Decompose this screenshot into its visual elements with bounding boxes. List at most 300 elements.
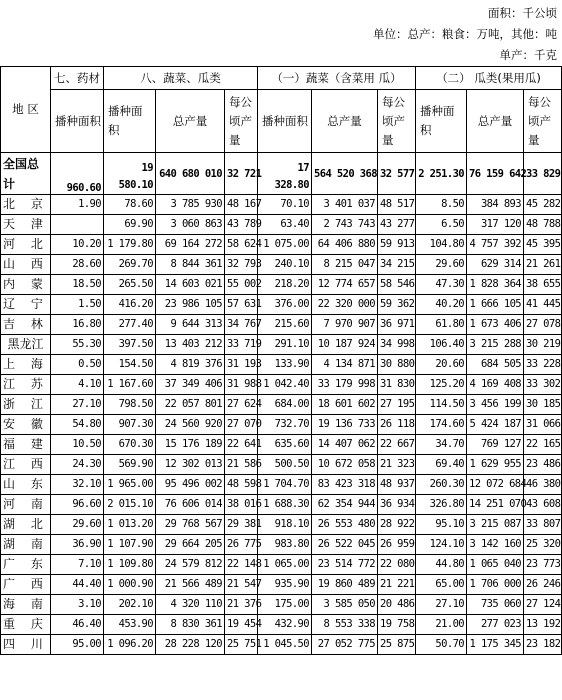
veg-output: 8 830 361 xyxy=(156,615,225,635)
region-name: 广 西 xyxy=(1,575,51,595)
v1-output: 10 187 924 xyxy=(312,335,378,355)
region-name: 江 苏 xyxy=(1,375,51,395)
v1-area: 1 065.00 xyxy=(258,555,312,575)
veg-output: 24 579 812 xyxy=(156,555,225,575)
med-area: 95.00 xyxy=(51,635,104,655)
region-name: 内 蒙 xyxy=(1,275,51,295)
v1-yield: 28 922 xyxy=(378,515,416,535)
region-name: 山 西 xyxy=(1,255,51,275)
v1-output: 23 514 772 xyxy=(312,555,378,575)
region-name: 吉 林 xyxy=(1,315,51,335)
m-output: 4 169 408 xyxy=(467,375,524,395)
veg-output: 24 560 920 xyxy=(156,415,225,435)
area-unit-note: 面积：千公顷 xyxy=(488,6,557,20)
table-row xyxy=(1,435,562,455)
table-row xyxy=(1,335,562,355)
veg-output: 640 680 010 xyxy=(156,153,225,195)
table-row xyxy=(1,575,562,595)
v1-output: 18 601 602 xyxy=(312,395,378,415)
m-output: 3 215 087 xyxy=(467,515,524,535)
veg-area: 277.40 xyxy=(104,315,156,335)
veg-yield: 26 775 xyxy=(225,535,258,555)
statistics-table xyxy=(0,66,562,655)
v1-area: 1 075.00 xyxy=(258,235,312,255)
m-area: 6.50 xyxy=(416,215,467,235)
med-area: 29.60 xyxy=(51,515,104,535)
m-yield: 26 246 xyxy=(524,575,562,595)
veg-area: 416.20 xyxy=(104,295,156,315)
med-area: 55.30 xyxy=(51,335,104,355)
veg-output: 29 768 567 xyxy=(156,515,225,535)
table-row xyxy=(1,235,562,255)
v1-yield: 48 517 xyxy=(378,195,416,215)
med-area: 24.30 xyxy=(51,455,104,475)
med-area: 3.10 xyxy=(51,595,104,615)
m-yield: 27 124 xyxy=(524,595,562,615)
med-area: 32.10 xyxy=(51,475,104,495)
v1-sown-area-header: 播种面积 xyxy=(258,90,312,153)
v1-output: 19 860 489 xyxy=(312,575,378,595)
veg-yield: 21 547 xyxy=(225,575,258,595)
v1-output: 10 672 058 xyxy=(312,455,378,475)
v1-area: 376.00 xyxy=(258,295,312,315)
v1-yield: 26 118 xyxy=(378,415,416,435)
yield-unit-note: 单产：千克 xyxy=(499,48,557,62)
veg-area: 265.50 xyxy=(104,275,156,295)
veg-output: 95 496 002 xyxy=(156,475,225,495)
v1-output: 14 407 062 xyxy=(312,435,378,455)
v1-area: 935.90 xyxy=(258,575,312,595)
table-row xyxy=(1,415,562,435)
m-yield: 23 773 xyxy=(524,555,562,575)
v1-output: 4 134 871 xyxy=(312,355,378,375)
m-area: 174.60 xyxy=(416,415,467,435)
table-row xyxy=(1,515,562,535)
region-name: 湖 北 xyxy=(1,515,51,535)
m-area: 50.70 xyxy=(416,635,467,655)
m-yield: 31 066 xyxy=(524,415,562,435)
melons-header: （二） 瓜类(果用瓜) xyxy=(416,67,562,90)
v1-yield: 27 195 xyxy=(378,395,416,415)
med-area: 18.50 xyxy=(51,275,104,295)
region-name: 天 津 xyxy=(1,215,51,235)
m-yield: 27 078 xyxy=(524,315,562,335)
m-output: 1 828 364 xyxy=(467,275,524,295)
veg-yield: 38 016 xyxy=(225,495,258,515)
v1-output: 12 774 657 xyxy=(312,275,378,295)
m-output: 3 456 199 xyxy=(467,395,524,415)
table-row xyxy=(1,595,562,615)
m-yield: 30 185 xyxy=(524,395,562,415)
v1-area: 635.60 xyxy=(258,435,312,455)
v1-output: 26 522 045 xyxy=(312,535,378,555)
m-output: 1 629 955 xyxy=(467,455,524,475)
region-name: 海 南 xyxy=(1,595,51,615)
table-row xyxy=(1,475,562,495)
m-output: 317 120 xyxy=(467,215,524,235)
table-row xyxy=(1,315,562,335)
veg-area: 1 179.80 xyxy=(104,235,156,255)
vegetables-header: （一）蔬菜（含菜用 瓜） xyxy=(258,67,416,90)
veg-output: 13 403 212 xyxy=(156,335,225,355)
m-yield: 48 788 xyxy=(524,215,562,235)
region-name: 福 建 xyxy=(1,435,51,455)
v1-output: 64 406 880 xyxy=(312,235,378,255)
v1-yield: 20 486 xyxy=(378,595,416,615)
v1-yield: 21 221 xyxy=(378,575,416,595)
veg-yield: 31 193 xyxy=(225,355,258,375)
veg-output: 22 057 801 xyxy=(156,395,225,415)
m-area: 326.80 xyxy=(416,495,467,515)
veg-sown-area-header: 播种面积 xyxy=(104,90,156,153)
veg-output: 9 644 313 xyxy=(156,315,225,335)
m-output: 1 175 345 xyxy=(467,635,524,655)
region-name: 四 川 xyxy=(1,635,51,655)
v1-area: 432.90 xyxy=(258,615,312,635)
v1-output: 7 970 907 xyxy=(312,315,378,335)
region-name: 北 京 xyxy=(1,195,51,215)
m-area: 104.80 xyxy=(416,235,467,255)
v1-yield: 31 830 xyxy=(378,375,416,395)
veg-output: 23 986 105 xyxy=(156,295,225,315)
veg-area: 1 107.90 xyxy=(104,535,156,555)
med-area: 54.80 xyxy=(51,415,104,435)
m-area: 8.50 xyxy=(416,195,467,215)
m-area: 20.60 xyxy=(416,355,467,375)
m-yield: 21 261 xyxy=(524,255,562,275)
m-output: 629 314 xyxy=(467,255,524,275)
veg-area: 1 000.90 xyxy=(104,575,156,595)
m-output: 1 706 000 xyxy=(467,575,524,595)
veg-yield: 22 148 xyxy=(225,555,258,575)
m-output: 769 127 xyxy=(467,435,524,455)
m-output: 384 893 xyxy=(467,195,524,215)
v1-output: 3 585 050 xyxy=(312,595,378,615)
table-row xyxy=(1,615,562,635)
v1-area: 218.20 xyxy=(258,275,312,295)
med-area: 960.60 xyxy=(51,153,104,195)
v1-yield: 32 577 xyxy=(378,153,416,195)
veg-area: 907.30 xyxy=(104,415,156,435)
m-area: 125.20 xyxy=(416,375,467,395)
v1-yield-header: 每公顷产量 xyxy=(378,90,416,153)
v1-output: 564 520 368 xyxy=(312,153,378,195)
v1-yield: 34 998 xyxy=(378,335,416,355)
med-area: 7.10 xyxy=(51,555,104,575)
m-yield: 25 320 xyxy=(524,535,562,555)
veg-area: 69.90 xyxy=(104,215,156,235)
region-name: 浙 江 xyxy=(1,395,51,415)
veg-area: 1 109.80 xyxy=(104,555,156,575)
med-sown-area-header: 播种面积 xyxy=(51,90,104,153)
med-area: 44.40 xyxy=(51,575,104,595)
v1-area: 240.10 xyxy=(258,255,312,275)
m-output: 5 424 187 xyxy=(467,415,524,435)
veg-yield: 21 586 xyxy=(225,455,258,475)
veg-area: 1 167.60 xyxy=(104,375,156,395)
veg-yield: 48 598 xyxy=(225,475,258,495)
m-area: 106.40 xyxy=(416,335,467,355)
m-yield: 45 282 xyxy=(524,195,562,215)
veg-yield: 25 751 xyxy=(225,635,258,655)
veg-output: 12 302 013 xyxy=(156,455,225,475)
m-yield: 13 192 xyxy=(524,615,562,635)
med-area: 28.60 xyxy=(51,255,104,275)
v1-output: 62 354 944 xyxy=(312,495,378,515)
veg-area: 670.30 xyxy=(104,435,156,455)
m-yield: 43 608 xyxy=(524,495,562,515)
veg-area: 1 013.20 xyxy=(104,515,156,535)
v1-area: 133.90 xyxy=(258,355,312,375)
v1-area: 983.80 xyxy=(258,535,312,555)
veg-yield: 31 988 xyxy=(225,375,258,395)
m-yield: 30 219 xyxy=(524,335,562,355)
m-yield: 33 302 xyxy=(524,375,562,395)
v1-area: 1 704.70 xyxy=(258,475,312,495)
veg-area: 453.90 xyxy=(104,615,156,635)
veg-yield: 34 767 xyxy=(225,315,258,335)
v1-area xyxy=(258,153,312,195)
v1-yield: 21 323 xyxy=(378,455,416,475)
v1-output: 19 136 733 xyxy=(312,415,378,435)
veg-yield: 58 624 xyxy=(225,235,258,255)
m-area: 61.80 xyxy=(416,315,467,335)
med-area: 0.50 xyxy=(51,355,104,375)
veg-output: 76 606 014 xyxy=(156,495,225,515)
m-sown-area-header: 播种面积 xyxy=(416,90,467,153)
m-yield: 22 165 xyxy=(524,435,562,455)
v1-yield: 59 362 xyxy=(378,295,416,315)
veg-yield: 22 641 xyxy=(225,435,258,455)
m-area: 124.10 xyxy=(416,535,467,555)
med-area: 46.40 xyxy=(51,615,104,635)
veg-yield: 57 631 xyxy=(225,295,258,315)
med-area: 1.90 xyxy=(51,195,104,215)
region-name: 重 庆 xyxy=(1,615,51,635)
region-name: 黑龙江 xyxy=(1,335,51,355)
veg-yield: 33 719 xyxy=(225,335,258,355)
v1-output: 83 423 318 xyxy=(312,475,378,495)
table-row xyxy=(1,395,562,415)
veg-output: 14 603 021 xyxy=(156,275,225,295)
v1-area: 175.00 xyxy=(258,595,312,615)
v1-yield: 59 913 xyxy=(378,235,416,255)
veg-output: 4 320 110 xyxy=(156,595,225,615)
veg-yield: 32 793 xyxy=(225,255,258,275)
veg-output: 4 819 376 xyxy=(156,355,225,375)
v1-area: 215.60 xyxy=(258,315,312,335)
v1-yield: 34 215 xyxy=(378,255,416,275)
v1-area: 70.10 xyxy=(258,195,312,215)
region-header: 地 区 xyxy=(1,67,51,153)
m-area: 65.00 xyxy=(416,575,467,595)
table-row xyxy=(1,255,562,275)
v1-area: 918.10 xyxy=(258,515,312,535)
m-output: 735 060 xyxy=(467,595,524,615)
m-area: 114.50 xyxy=(416,395,467,415)
m-area: 69.40 xyxy=(416,455,467,475)
v1-yield: 48 937 xyxy=(378,475,416,495)
veg-area: 1 096.20 xyxy=(104,635,156,655)
med-area: 1.50 xyxy=(51,295,104,315)
v1-output: 22 320 000 xyxy=(312,295,378,315)
v1-output: 27 052 775 xyxy=(312,635,378,655)
table-row xyxy=(1,195,562,215)
v1-output: 2 743 743 xyxy=(312,215,378,235)
region-name: 全国总计 xyxy=(1,153,51,195)
veg-output: 21 566 489 xyxy=(156,575,225,595)
veg-yield: 32 721 xyxy=(225,153,258,195)
veg-yield: 19 454 xyxy=(225,615,258,635)
region-name: 江 西 xyxy=(1,455,51,475)
veg-area xyxy=(104,153,156,195)
m-total-output-header: 总产量 xyxy=(467,90,524,153)
veg-area: 1 965.00 xyxy=(104,475,156,495)
veg-area: 397.50 xyxy=(104,335,156,355)
m-output: 1 065 040 xyxy=(467,555,524,575)
table-row xyxy=(1,635,562,655)
med-area: 96.60 xyxy=(51,495,104,515)
v1-area: 732.70 xyxy=(258,415,312,435)
v1-yield: 25 875 xyxy=(378,635,416,655)
table-row xyxy=(1,295,562,315)
v1-area: 1 688.30 xyxy=(258,495,312,515)
region-name: 河 南 xyxy=(1,495,51,515)
v1-area: 684.00 xyxy=(258,395,312,415)
region-name: 山 东 xyxy=(1,475,51,495)
m-output: 1 673 406 xyxy=(467,315,524,335)
veg-yield: 55 002 xyxy=(225,275,258,295)
m-area: 47.30 xyxy=(416,275,467,295)
veg-yield: 29 381 xyxy=(225,515,258,535)
v1-yield: 22 667 xyxy=(378,435,416,455)
veg-area: 154.50 xyxy=(104,355,156,375)
v1-yield: 22 080 xyxy=(378,555,416,575)
v1-area-line-1: 17 xyxy=(297,162,309,174)
v1-yield: 43 277 xyxy=(378,215,416,235)
veg-yield: 43 789 xyxy=(225,215,258,235)
v1-output: 3 401 037 xyxy=(312,195,378,215)
m-yield: 38 655 xyxy=(524,275,562,295)
veg-area: 798.50 xyxy=(104,395,156,415)
m-yield-header: 每公顷产量 xyxy=(524,90,562,153)
veg-yield: 21 376 xyxy=(225,595,258,615)
region-name: 安 徽 xyxy=(1,415,51,435)
m-yield: 33 829 xyxy=(524,153,562,195)
veg-area: 569.90 xyxy=(104,455,156,475)
m-area: 34.70 xyxy=(416,435,467,455)
m-area: 21.00 xyxy=(416,615,467,635)
m-output: 3 215 288 xyxy=(467,335,524,355)
m-area: 95.10 xyxy=(416,515,467,535)
v1-area: 1 045.50 xyxy=(258,635,312,655)
region-name: 河 北 xyxy=(1,235,51,255)
med-area: 36.90 xyxy=(51,535,104,555)
output-unit-note: 单位：总产：粮食：万吨，其他：吨 xyxy=(373,27,557,41)
v1-output: 8 553 338 xyxy=(312,615,378,635)
veg-area: 202.10 xyxy=(104,595,156,615)
m-yield: 33 228 xyxy=(524,355,562,375)
med-area: 10.50 xyxy=(51,435,104,455)
v1-total-output-header: 总产量 xyxy=(312,90,378,153)
m-yield: 23 182 xyxy=(524,635,562,655)
veg-output: 69 164 272 xyxy=(156,235,225,255)
med-area: 16.80 xyxy=(51,315,104,335)
table-row xyxy=(1,215,562,235)
m-yield: 23 486 xyxy=(524,455,562,475)
veg-yield: 48 167 xyxy=(225,195,258,215)
v1-output: 33 179 998 xyxy=(312,375,378,395)
national-total-row xyxy=(1,153,562,195)
m-output: 277 023 xyxy=(467,615,524,635)
m-yield: 46 380 xyxy=(524,475,562,495)
m-area: 260.30 xyxy=(416,475,467,495)
veg-area: 78.60 xyxy=(104,195,156,215)
m-output: 4 757 392 xyxy=(467,235,524,255)
v1-output: 26 553 480 xyxy=(312,515,378,535)
v1-area: 63.40 xyxy=(258,215,312,235)
v1-yield: 30 880 xyxy=(378,355,416,375)
m-yield: 41 445 xyxy=(524,295,562,315)
v1-yield: 26 959 xyxy=(378,535,416,555)
table-row xyxy=(1,375,562,395)
table-row xyxy=(1,355,562,375)
veg-output: 8 844 361 xyxy=(156,255,225,275)
m-output: 1 666 105 xyxy=(467,295,524,315)
v1-yield: 19 758 xyxy=(378,615,416,635)
region-name: 湖 南 xyxy=(1,535,51,555)
med-area: 10.20 xyxy=(51,235,104,255)
v1-yield: 58 546 xyxy=(378,275,416,295)
table-row xyxy=(1,455,562,475)
v1-area-line-2: 328.80 xyxy=(274,179,309,191)
veg-output: 37 349 406 xyxy=(156,375,225,395)
region-name: 广 东 xyxy=(1,555,51,575)
v1-area: 500.50 xyxy=(258,455,312,475)
veg-output: 28 228 120 xyxy=(156,635,225,655)
veg-yield: 27 624 xyxy=(225,395,258,415)
veg-area-line-1: 19 xyxy=(141,162,153,174)
m-area: 29.60 xyxy=(416,255,467,275)
med-area: 27.10 xyxy=(51,395,104,415)
veg-area-line-2: 580.10 xyxy=(118,179,153,191)
veg-total-output-header: 总产量 xyxy=(156,90,225,153)
v1-area: 291.10 xyxy=(258,335,312,355)
m-yield: 45 395 xyxy=(524,235,562,255)
m-yield: 33 807 xyxy=(524,515,562,535)
m-output: 3 142 160 xyxy=(467,535,524,555)
v1-yield: 36 971 xyxy=(378,315,416,335)
veg-yield-header: 每公顷产量 xyxy=(225,90,258,153)
m-area: 27.10 xyxy=(416,595,467,615)
veg-output: 29 664 205 xyxy=(156,535,225,555)
vegetables-melons-header: 八、蔬菜、瓜类 xyxy=(104,67,258,90)
veg-output: 15 176 189 xyxy=(156,435,225,455)
v1-area: 1 042.40 xyxy=(258,375,312,395)
veg-output: 3 060 863 xyxy=(156,215,225,235)
table-row xyxy=(1,495,562,515)
med-area: 4.10 xyxy=(51,375,104,395)
med-area xyxy=(51,215,104,235)
m-area: 2 251.30 xyxy=(416,153,467,195)
table-row xyxy=(1,535,562,555)
m-area: 44.80 xyxy=(416,555,467,575)
m-output: 684 505 xyxy=(467,355,524,375)
region-name: 辽 宁 xyxy=(1,295,51,315)
v1-output: 8 215 047 xyxy=(312,255,378,275)
table-row xyxy=(1,275,562,295)
veg-area: 269.70 xyxy=(104,255,156,275)
